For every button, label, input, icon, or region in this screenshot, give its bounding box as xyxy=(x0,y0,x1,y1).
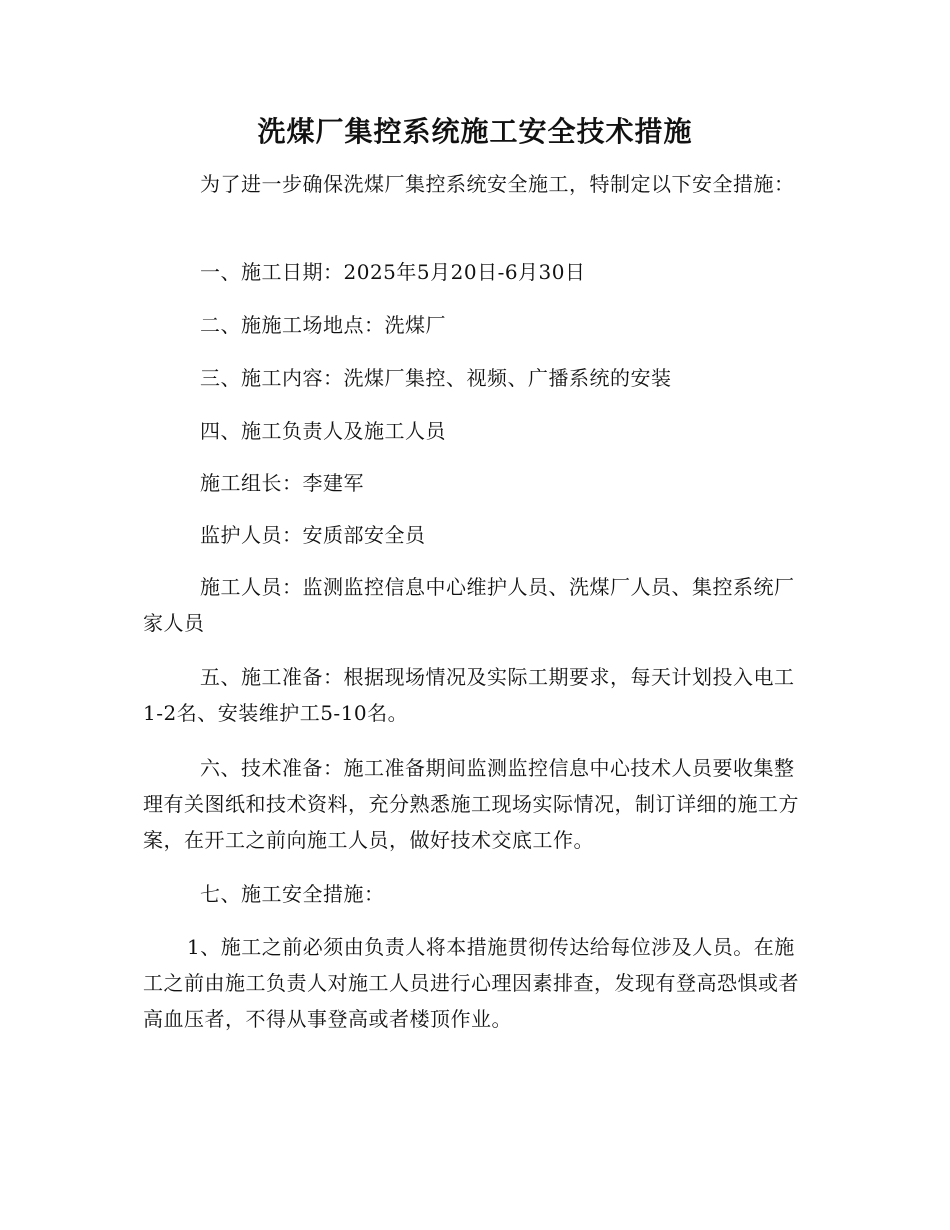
item-safety-measure-1: 1、施工之前必须由负责人将本措施贯彻传达给每位涉及人员。在施工之前由施工负责人对施工人员进行心理因素排查，发现有登高恐惧或者高血压者，不得从事登高或者楼顶作业。 xyxy=(143,935,799,1031)
item-supervisor: 监护人员：安质部安全员 xyxy=(200,523,426,547)
item-construction-date: 一、施工日期：2025年5月20日-6月30日 xyxy=(200,260,586,284)
item-team-leader: 施工组长：李建军 xyxy=(200,471,364,495)
item-construction-content: 三、施工内容：洗煤厂集控、视频、广播系统的安装 xyxy=(200,366,672,390)
item-safety-heading: 七、施工安全措施： xyxy=(200,882,385,906)
item-technical-preparation: 六、技术准备：施工准备期间监测监控信息中心技术人员要收集整理有关图纸和技术资料，充分熟悉施工现场实际情况，制订详细的施工方案，在开工之前向施工人员，做好技术交底工作。 xyxy=(143,756,799,852)
item-workers: 施工人员：监测监控信息中心维护人员、洗煤厂人员、集控系统厂家人员 xyxy=(143,575,795,635)
item-personnel-heading: 四、施工负责人及施工人员 xyxy=(200,419,446,443)
document-title: 洗煤厂集控系统施工安全技术措施 xyxy=(257,115,693,148)
item-preparation: 五、施工准备：根据现场情况及实际工期要求，每天计划投入电工1-2名、安装维护工5-10名。 xyxy=(143,665,795,725)
intro-paragraph: 为了进一步确保洗煤厂集控系统安全施工，特制定以下安全措施： xyxy=(200,172,795,196)
item-construction-location: 二、施施工场地点：洗煤厂 xyxy=(200,313,446,337)
